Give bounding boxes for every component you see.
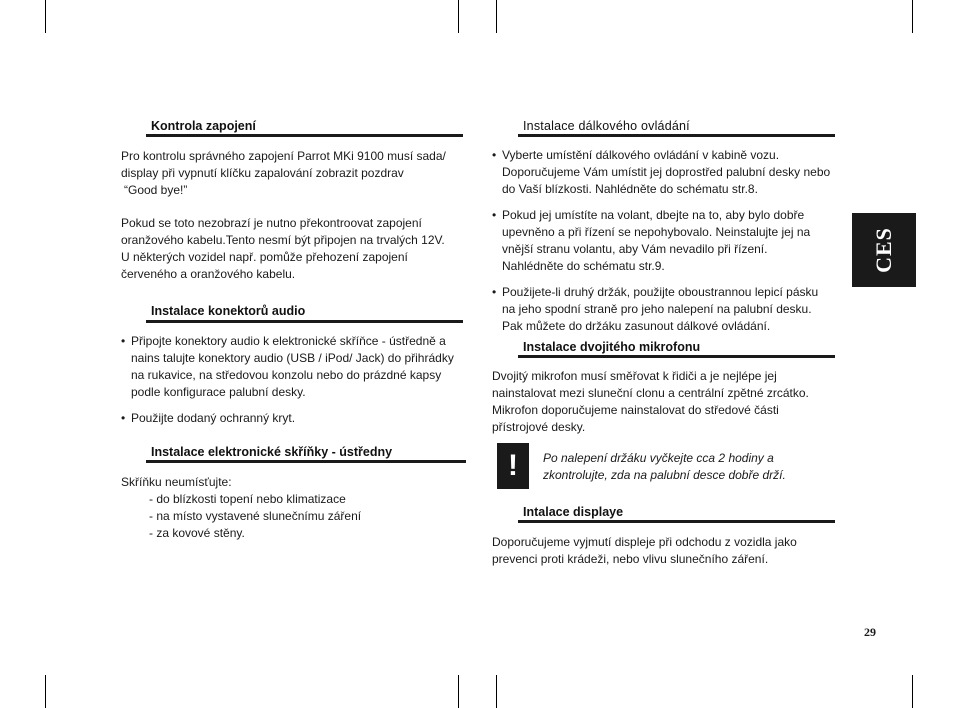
heading-mikrofon: Instalace dvojitého mikrofonu	[523, 340, 701, 354]
crop-mark	[45, 0, 46, 33]
paragraph-elektronika: Skříňku neumísťujte: - do blízkosti topení nebo klimatizace - na místo vystavené slunečnímu záření - za kovové stěny.	[121, 475, 362, 540]
heading-rule	[146, 134, 463, 137]
heading-dalkove: Instalace dálkového ovládání	[523, 119, 690, 133]
crop-mark	[496, 0, 497, 33]
list-item: - na místo vystavené slunečnímu záření	[149, 509, 362, 523]
list-item: • Vyberte umístění dálkového ovládání v kabině vozu. Doporučujeme Vám umístit jej doprostřed palubní desky nebo do Vaší blízkosti. Nahlédněte do schématu str.8.	[492, 147, 832, 198]
crop-mark	[458, 0, 459, 33]
language-tab-label: CES	[871, 227, 896, 273]
heading-rule	[518, 520, 835, 523]
paragraph-kontrola-1: Pro kontrolu správného zapojení Parrot MKi 9100 musí sada/ display při vypnutí klíčku zapalování zobrazit pozdrav “Good bye!”	[121, 149, 446, 197]
warning-text: Po nalepení držáku vyčkejte cca 2 hodiny a zkontrolujte, zda na palubní desce dobře drží.	[543, 451, 786, 482]
heading-rule	[518, 355, 835, 358]
list-item: • Pokud jej umístíte na volant, dbejte na to, aby bylo dobře upevněno a při řízení se nepohybovalo. Neinstalujte jej na vnější stranu volantu, aby Vám nevadilo při řízení. Nahlédněte do schématu str.9.	[492, 207, 832, 275]
list-item: • Připojte konektory audio k elektronické skříňce - ústředně a nains talujte konektory audio (USB / iPod/ Jack) do přihrádky na rukavice, na středovou konzolu nebo do prázdné kapsy podle konfigurace palubní desky.	[121, 333, 461, 401]
heading-elektronika: Instalace elektronické skříňky - ústředny	[151, 445, 393, 459]
language-tab	[852, 213, 916, 287]
warning-icon: !	[497, 443, 529, 489]
crop-mark	[912, 675, 913, 708]
paragraph-displej: Doporučujeme vyjmutí displeje při odchodu z vozidla jako prevenci proti krádeži, nebo vlivu slunečního záření.	[492, 535, 797, 566]
heading-rule	[146, 320, 463, 323]
crop-mark	[496, 675, 497, 708]
heading-rule	[518, 134, 835, 137]
page-number: 29	[864, 625, 876, 639]
heading-rule	[146, 460, 466, 463]
list-item: - za kovové stěny.	[149, 526, 245, 540]
paragraph-kontrola-2: Pokud se toto nezobrazí je nutno překontroovat zapojení oranžového kabelu.Tento nesmí být připojen na trvalých 12V. U některých vozidel např. pomůže přehození zapojení červeného a oranžového kabelu.	[121, 216, 445, 281]
crop-mark	[912, 0, 913, 33]
heading-displej: Intalace displaye	[523, 505, 624, 519]
heading-audio: Instalace konektorů audio	[151, 304, 306, 318]
audio-bullet-list	[121, 333, 461, 436]
crop-mark	[458, 675, 459, 708]
paragraph-mikrofon: Dvojitý mikrofon musí směřovat k řidiči a je nejlépe jej nainstalovat mezi sluneční clonu a centrální zpětné zrcátko. Mikrofon doporučujeme nainstalovat do středové části přístrojové desky.	[492, 369, 809, 434]
heading-kontrola: Kontrola zapojení	[151, 119, 256, 133]
dalkove-bullet-list	[492, 147, 832, 344]
list-item: - do blízkosti topení nebo klimatizace	[149, 492, 346, 506]
list-item: • Použijte dodaný ochranný kryt.	[121, 410, 461, 427]
list-item: • Použijete-li druhý držák, použijte oboustrannou lepicí pásku na jeho spodní straně pro jeho nalepení na palubní desku. Pak můžete do držáku zasunout dálkové ovládání.	[492, 284, 832, 335]
crop-mark	[45, 675, 46, 708]
